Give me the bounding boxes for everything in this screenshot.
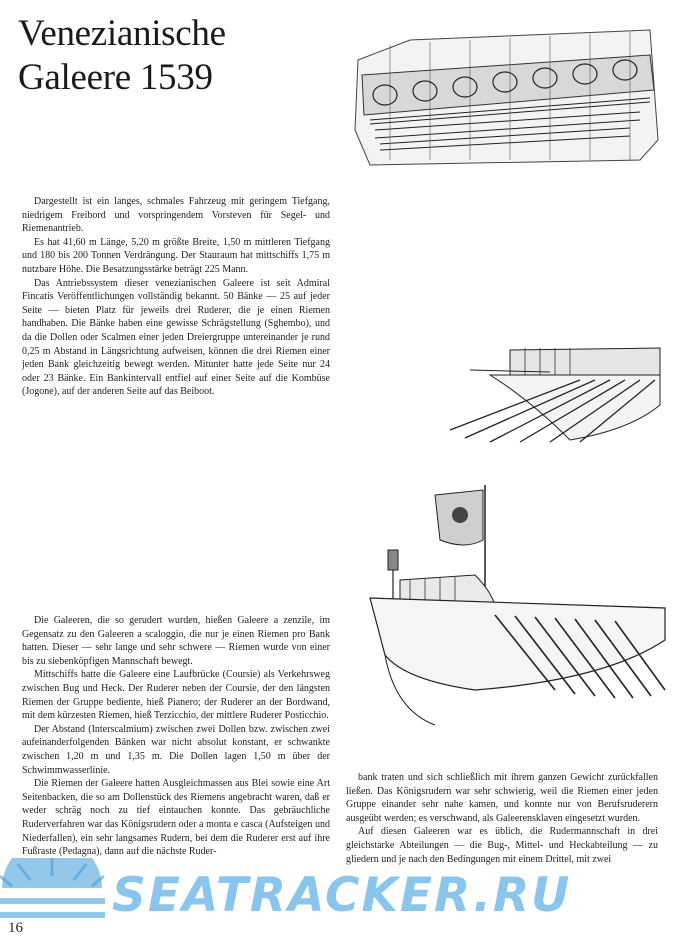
title-line-2: Galeere 1539 xyxy=(18,57,213,98)
paragraph: Die Riemen der Galeere hatten Ausgleichmassen aus Blei sowie eine Art Seitenbacken, die so am Dollenstück des Riemens angebracht waren, daß er weder schräg noch zu tief eintauchen konnte. Das gebräuchliche Ruderverfahren war das Königsrudern oder a monta e casca (Aufsteigen und Niederfallen), ein sehr langsames Rudern, bei dem die Ruderer erst auf ihre Fußraste (Pedagna), dann auf die nächste Ruder- xyxy=(22,778,330,858)
page-title xyxy=(18,12,338,100)
watermark-text: SEATRACKER.RU xyxy=(112,868,572,923)
paragraph: Auf diesen Galeeren war es üblich, die Rudermannschaft in drei gleichstarke Abteilungen — die Bug-, Mittel- und Heckabteilung — zu gliedern und je nach den Bedingungen mit einem Drittel, mit zwei xyxy=(346,826,658,865)
text-column-2 xyxy=(22,614,330,859)
paragraph: Dargestellt ist ein langes, schmales Fahrzeug mit geringem Tiefgang, niedrigem Freibord und vorspringendem Vorsteven für Segel- und Riemenantrieb. xyxy=(22,196,330,235)
stern-illustration xyxy=(430,330,666,445)
text-column-1 xyxy=(22,195,330,399)
paragraph: Es hat 41,60 m Länge, 5,20 m größte Breite, 1,50 m mittleren Tiefgang und 180 bis 200 Tonnen Verdrängung. Der Stauraum hat mittschiffs 1,75 m nutzbare Höhe. Die Besatzungsstärke beträgt 225 Mann. xyxy=(22,236,330,275)
paragraph: Mittschiffs hatte die Galeere eine Laufbrücke (Coursie) als Verkehrsweg zwischen Bug und Heck. Der Ruderer neben der Coursie, der den längsten Riemen der Gruppe bediente, hieß Pianero; der Ruderer an der Bordwand, mit dem kürzesten Riemen, hieß Terzicchio, der mittlere Ruderer Posticchio. xyxy=(22,669,330,722)
relief-illustration xyxy=(350,20,665,170)
paragraph: Der Abstand (Interscalmium) zwischen zwei Dollen bzw. zwischen zwei aufeinanderfolgenden Bänken war nicht absolut konstant, er schwankte zwischen 1,20 m und 1,35 m. Die Dollen lagen 1,50 m über der Schwimmwasserlinie. xyxy=(22,723,330,776)
title-line-1: Venezianische xyxy=(18,13,226,54)
paragraph: Die Galeeren, die so gerudert wurden, hießen Galeere a zenzile, im Gegensatz zu den Galeeren a scaloggio, die nur je einen Riemen pro Bank hatten. Dieser — sehr lange und sehr schwere — Riemen wurde von einer bis zu siebenköpfigen Mannschaft bewegt. xyxy=(22,615,330,667)
page-number: 16 xyxy=(8,920,23,936)
paragraph: Das Antriebssystem dieser venezianischen Galeere ist seit Admiral Fincatis Veröffentlichungen vollständig bekannt. 50 Bänke — 25 auf jeder Seite — bieten Platz für jeweils drei Ruderer, die je einen Riemen handhaben. Die Bänke haben eine gewisse Schrägstellung (Sghembo), und da die Dollen oder Scalmen einer jeden Dreiergruppe untereinander je rund 0,25 m Abstand in Längsrichtung aufweisen, können die drei Riemen einer jeden Bank gleichzeitig bewegt werden. Mitunter hatte jede Seite nur 24 oder 23 Bänke. Ein Bankintervall entfiel auf einer Seite auf die Kombüse (Jogone), auf der anderen Seite auf das Beiboot. xyxy=(22,277,330,398)
text-column-3 xyxy=(346,771,658,866)
galley-illustration xyxy=(355,480,667,730)
paragraph: bank traten und sich schließlich mit ihrem ganzen Gewicht zurückfallen ließen. Das Königsrudern war sehr schwierig, weil die Riemen einer jeden Gruppe einander sehr nahe kamen, und konnte nur von Berufsruderern ausgeübt werden; es verschwand, als Galeerensklaven eingesetzt wurden. xyxy=(346,772,658,824)
